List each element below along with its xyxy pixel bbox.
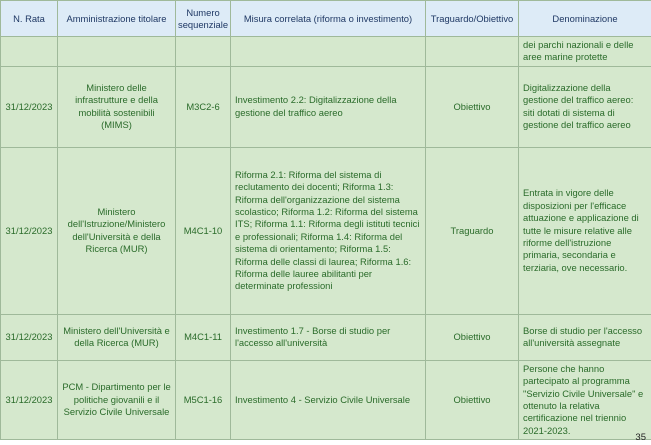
col-header-rata: N. Rata xyxy=(1,1,58,37)
cell-numero: M5C1-16 xyxy=(176,360,231,439)
cell-amministrazione xyxy=(58,37,176,67)
cell-amministrazione: Ministero dell'Istruzione/Ministero dell'Università e della Ricerca (MUR) xyxy=(58,147,176,314)
cell-misura: Investimento 1.7 - Borse di studio per l'accesso all'università xyxy=(231,314,426,360)
col-header-numero: Numero sequenziale xyxy=(176,1,231,37)
cell-rata: 31/12/2023 xyxy=(1,314,58,360)
cell-denominazione: Persone che hanno partecipato al programma "Servizio Civile Universale" e ottenuto la relativa certificazione nel triennio 2021-2023. xyxy=(519,360,651,439)
cell-traguardo xyxy=(426,37,519,67)
col-header-denominazione: Denominazione xyxy=(519,1,651,37)
table-row xyxy=(1,360,651,439)
cell-rata: 31/12/2023 xyxy=(1,147,58,314)
table-row xyxy=(1,147,651,314)
cell-amministrazione: Ministero dell'Università e della Ricerca (MUR) xyxy=(58,314,176,360)
cell-misura xyxy=(231,37,426,67)
col-header-misura: Misura correlata (riforma o investimento) xyxy=(231,1,426,37)
cell-traguardo: Obiettivo xyxy=(426,360,519,439)
table-header-row xyxy=(1,1,651,37)
cell-misura: Investimento 4 - Servizio Civile Universale xyxy=(231,360,426,439)
cell-misura: Riforma 2.1: Riforma del sistema di reclutamento dei docenti; Riforma 1.3: Riforma dell'organizzazione del sistema scolastico; Riforma 1.2: Riforma del sistema ITS; Riforma 1.1: Riforma degli istituti tecnici e professionali; Riforma 1.4: Riforma del sistema di orientamento; Riforma 1.5: Riforma delle classi di laurea; Riforma 1.6: Riforma delle lauree abilitanti per determinate professioni xyxy=(231,147,426,314)
cell-misura: Investimento 2.2: Digitalizzazione della gestione del traffico aereo xyxy=(231,66,426,147)
cell-rata: 31/12/2023 xyxy=(1,66,58,147)
table-row xyxy=(1,37,651,67)
table-row xyxy=(1,66,651,147)
cell-rata: 31/12/2023 xyxy=(1,360,58,439)
cell-numero: M3C2-6 xyxy=(176,66,231,147)
cell-numero: M4C1-10 xyxy=(176,147,231,314)
col-header-traguardo: Traguardo/Obiettivo xyxy=(426,1,519,37)
cell-traguardo: Traguardo xyxy=(426,147,519,314)
cell-denominazione: dei parchi nazionali e delle aree marine protette xyxy=(519,37,651,67)
cell-amministrazione: Ministero delle infrastrutture e della mobilità sostenibili (MIMS) xyxy=(58,66,176,147)
cell-amministrazione: PCM - Dipartimento per le politiche giovanili e il Servizio Civile Universale xyxy=(58,360,176,439)
cell-traguardo: Obiettivo xyxy=(426,66,519,147)
table-row xyxy=(1,314,651,360)
cell-denominazione: Digitalizzazione della gestione del traffico aereo: siti dotati di sistema di gestione del traffico aereo xyxy=(519,66,651,147)
page-number: 35 xyxy=(635,432,646,443)
cell-denominazione: Entrata in vigore delle disposizioni per l'efficace attuazione e applicazione di tutte le misure relative alle riforme dell'istruzione primaria, secondaria e terziaria, ove necessario. xyxy=(519,147,651,314)
cell-numero xyxy=(176,37,231,67)
cell-denominazione: Borse di studio per l'accesso all'università assegnate xyxy=(519,314,651,360)
cell-traguardo: Obiettivo xyxy=(426,314,519,360)
cell-numero: M4C1-11 xyxy=(176,314,231,360)
cell-rata xyxy=(1,37,58,67)
col-header-amministrazione: Amministrazione titolare xyxy=(58,1,176,37)
